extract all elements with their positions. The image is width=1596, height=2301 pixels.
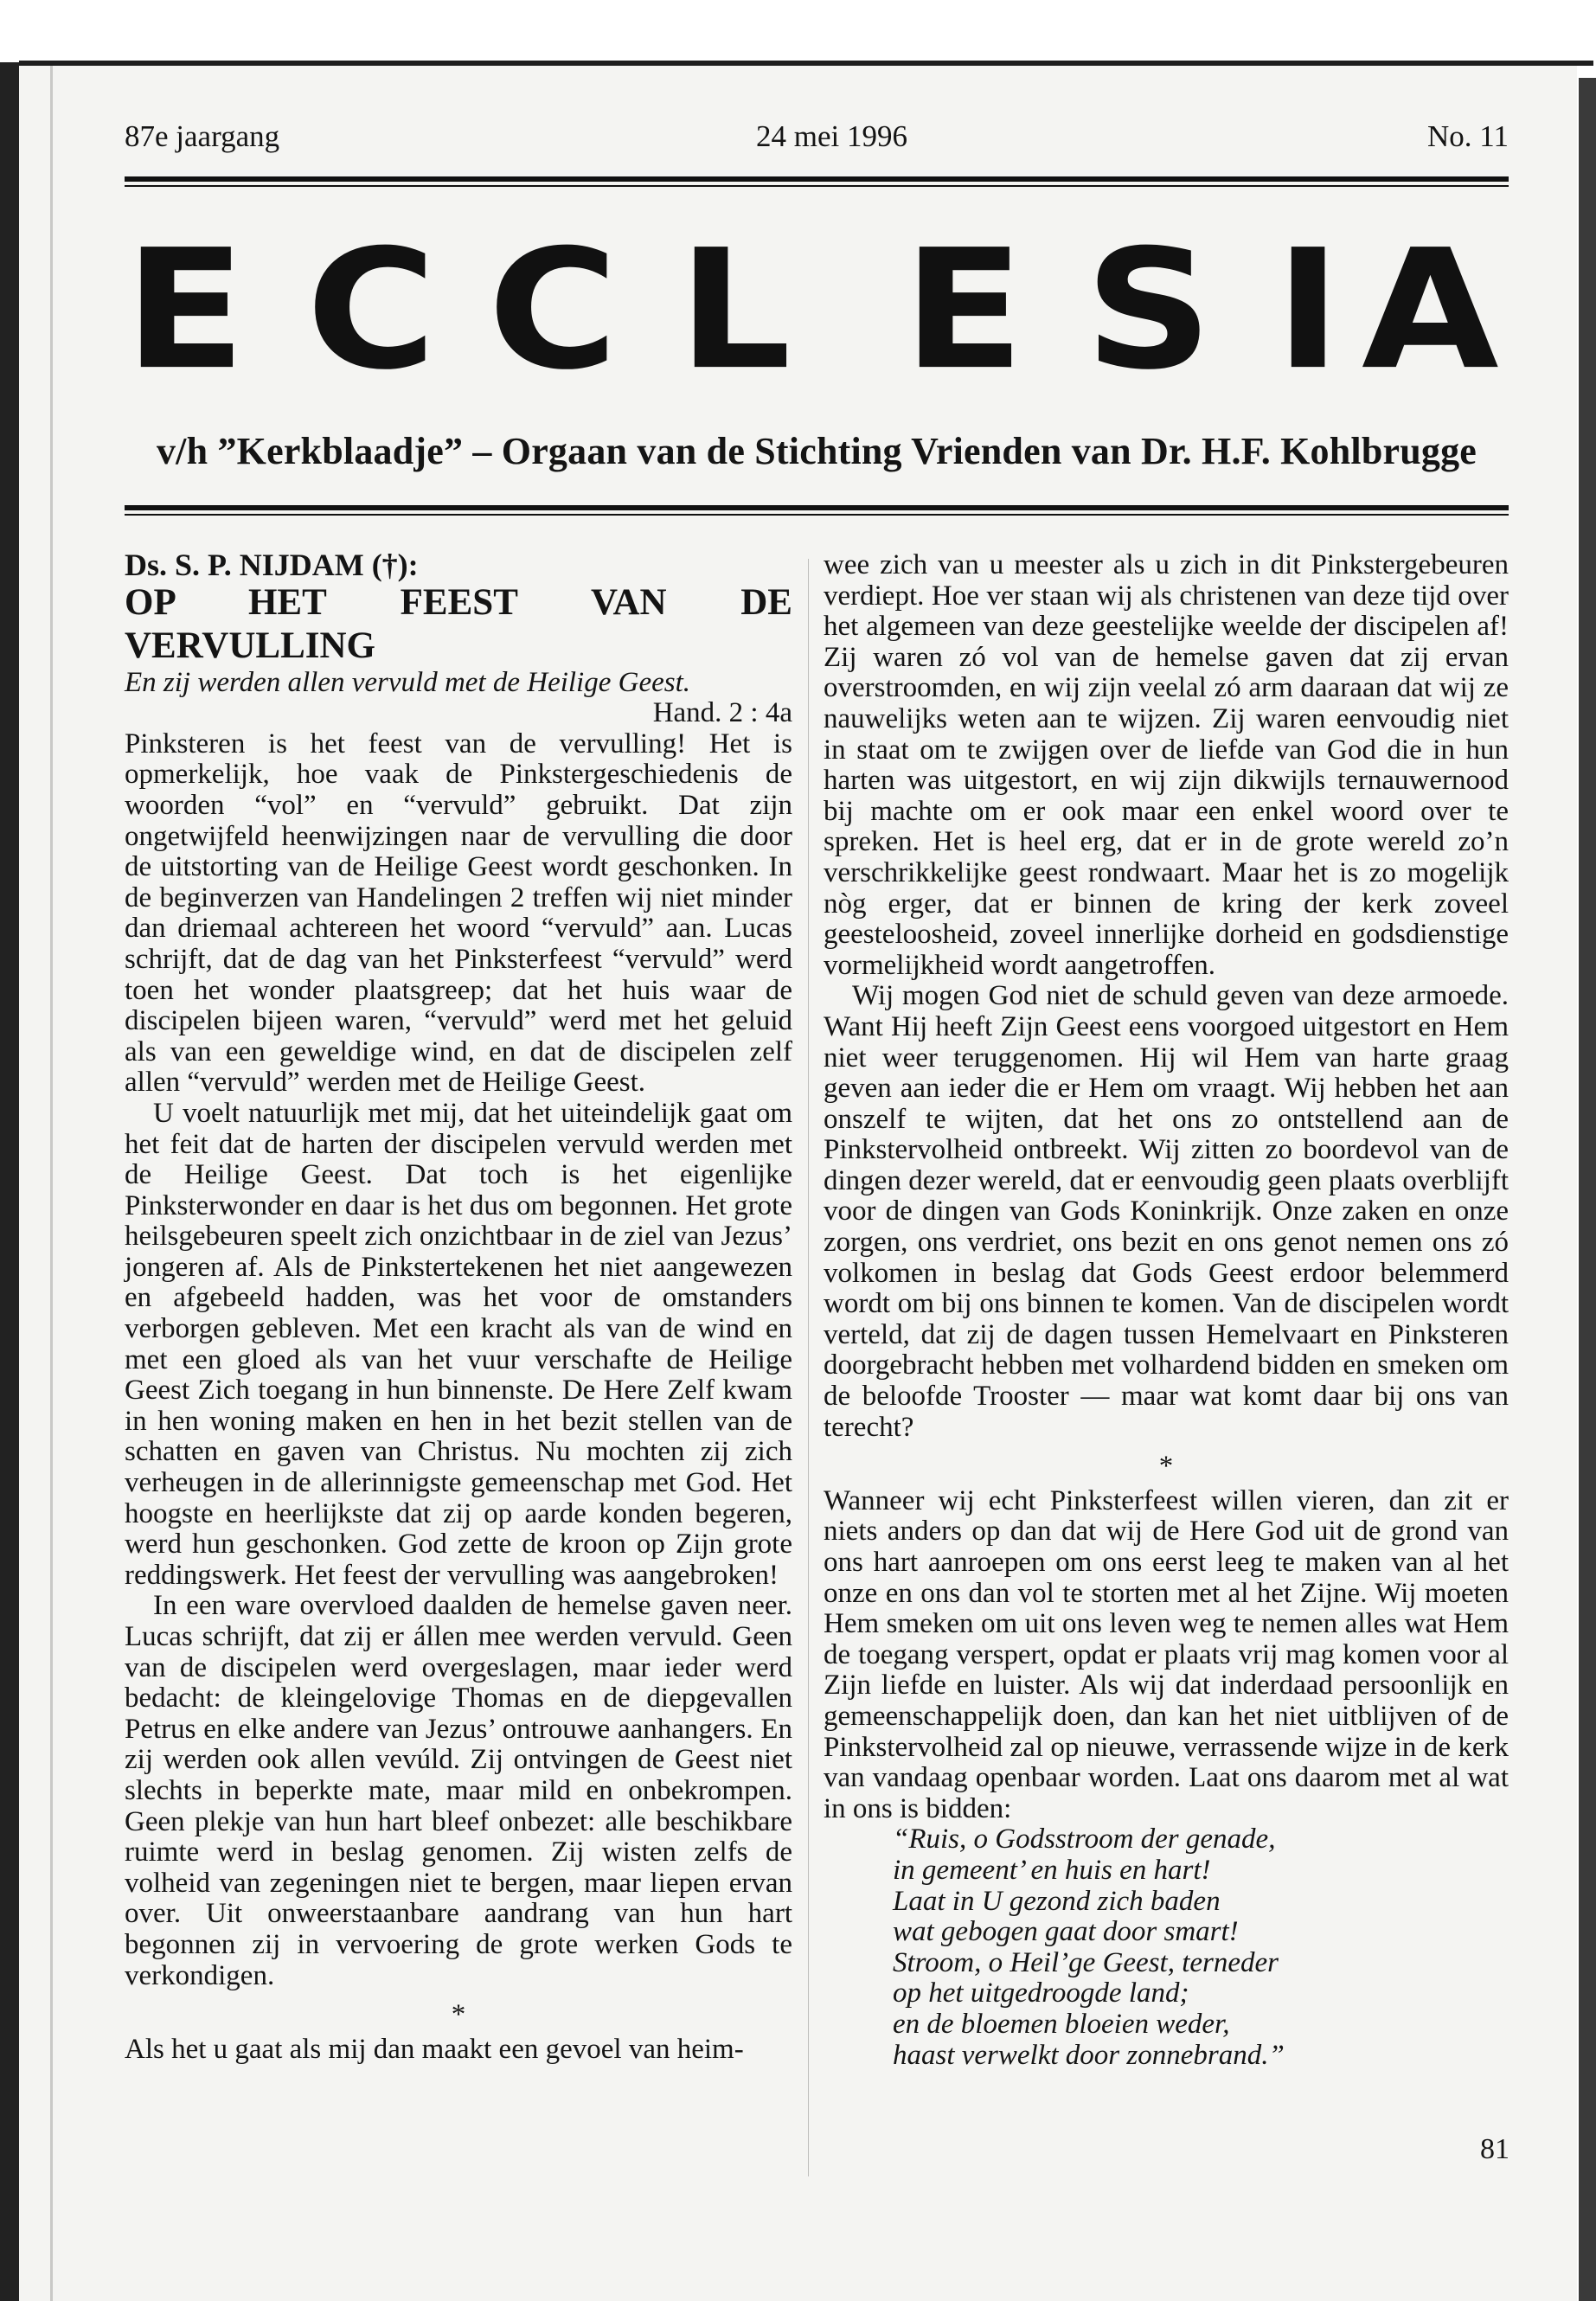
section-separator: *	[451, 1999, 466, 2031]
poem-line: en de bloemen bloeien weder,	[893, 2008, 1230, 2040]
paragraph: U voelt natuurlijk met mij, dat het uiteindelijk gaat om het feit dat de harten der discipelen vervuld werden met de Heilige Geest. Dat toch is het eigenlijke Pinksterwonder en daar is het dus om begonnen. Het grote heilsgebeuren speelt zich onzichtbaar in de ziel van Jezus’ jongeren af. Als de Pinkstertekenen het niet aangewezen en afgebeeld hadden, was het voor de omstanders verborgen gebleven. Met een kracht als van de wind en met een gloed als van het vuur verschafte de Heilige Geest Zich toegang in hun binnenste. De Here Zelf kwam in hen woning maken en hen in het bezit stellen van de schatten en gaven van Christus. Nu mochten zij zich verheugen in de allerinnigste gemeenschap met God. Het hoogste en heerlijkste dat zij op aarde konden begeren, werd hun geschonken. God zette de kroon op Zijn grote reddingswerk. Het feest der vervulling was aangebroken!	[125, 1097, 792, 1591]
masthead-letter: S	[1085, 215, 1213, 407]
header-rule	[125, 176, 1509, 182]
masthead-letter: E	[903, 215, 1025, 407]
paragraph: In een ware overvloed daalden de hemelse gaven neer. Lucas schrijft, dat zij er állen mee werden vervuld. Geen van de discipelen werd overgeslagen, maar ieder werd bedacht: de kleingelovige Thomas en de diepgevallen Petrus en elke andere van Jezus’ ontrouwe aanhangers. En zij werden ook allen vevúld. Zij ontvingen de Geest niet slechts in beperkte mate, maar mild en onbekrompen. Geen plekje van hun hart bleef onbezet: alle beschikbare ruimte werd in beslag genomen. Zij wisten zelfs de volheid van zegeningen niet te bergen, maar liepen ervan over. Uit onweerstaanbare aandrang van hun hart begonnen zij in vervoering de grote werken Gods te verkondigen.	[125, 1590, 792, 1991]
column-divider	[808, 559, 809, 2176]
subtitle-rule	[125, 505, 1509, 510]
masthead-title	[125, 215, 1509, 407]
poem-line: haast verwelkt door zonnebrand.”	[893, 2039, 1285, 2071]
section-separator: *	[1158, 1451, 1174, 1483]
article-left-column	[125, 550, 792, 2065]
masthead-letter: E	[125, 215, 247, 407]
article-motto: En zij werden allen vervuld met de Heilige Geest.	[125, 666, 691, 698]
masthead-letter: A	[1362, 215, 1499, 407]
poem-line: in gemeent’ en huis en hart!	[893, 1854, 1211, 1886]
poem-line: op het uitgedroogde land;	[893, 1977, 1189, 2009]
magazine-page	[19, 66, 1577, 2301]
poem-line: “Ruis, o Godsstroom der genade,	[893, 1823, 1276, 1856]
masthead-subtitle: v/h ”Kerkblaadje” – Orgaan van de Stichting Vrienden van Dr. H.F. Kohlbrugge	[156, 430, 1477, 472]
paragraph: Wij mogen God niet de schuld geven van deze armoede. Want Hij heeft Zijn Geest eens voorgoed uitgestort en Hem niet weer teruggenomen. Hij wil Hem van harte graag geven aan ieder die er Hem om vraagt. Wij hebben het aan onszelf te wijten, dat het ons zo ontstellend aan de Pinkstervolheid ontbreekt. Wij zitten zo boordevol van de dingen dezer wereld, dat er eenvoudig geen plaats overblijft voor de dingen van Gods Koninkrijk. Onze zaken en onze zorgen, ons verdriet, ons bezit en ons genot nemen ons zó volkomen in beslag dat Gods Geest erdoor belemmerd wordt om bij ons binnen te komen. Van de discipelen wordt verteld, dat zij de dagen tussen Hemelvaart en Pinksteren doorgebracht hebben met volhardend bidden en smeken om de beloofde Trooster — maar wat komt daar bij ons van terecht?	[824, 980, 1509, 1443]
book-left-edge	[0, 62, 19, 2301]
masthead-letter: C	[306, 215, 437, 407]
page-number: 81	[1480, 2133, 1509, 2165]
poem-line: wat gebogen gaat door smart!	[893, 1916, 1239, 1948]
paragraph: Als het u gaat als mij dan maakt een gevoel van heim-	[125, 2033, 744, 2065]
running-header	[125, 119, 1509, 163]
poem-line: Laat in U gezond zich baden	[893, 1885, 1221, 1917]
masthead-letter: C	[488, 215, 619, 407]
paragraph: Pinksteren is het feest van de vervulling! Het is opmerkelijk, hoe vaak de Pinkstergeschiedenis de woorden “vol” en “vervuld” gebruikt. Dat zijn ongetwijfeld heenwijzingen naar de vervulling die door de uitstorting van de Heilige Geest wordt geschonken. In de beginverzen van Handelingen 2 treffen wij niet minder dan driemaal achtereen het woord “vervuld” aan. Lucas schrijft, dat de dag van het Pinksterfeest “vervuld” werd toen het wonder plaatsgreep; dat het huis waar de discipelen bijeen waren, “vervuld” werd met het geluid als van een geweldige wind, en dat de discipelen zelf allen “vervuld” werden met de Heilige Geest.	[125, 727, 792, 1099]
subtitle-rule-thin	[125, 514, 1509, 516]
issue-number: No. 11	[1427, 119, 1509, 153]
masthead-letter: L	[678, 215, 792, 407]
hymn-verse	[824, 1824, 1509, 2071]
book-right-edge	[1579, 78, 1596, 2301]
paragraph: wee zich van u meester als u zich in dit Pinkstergebeuren verdiept. Hoe ver staan wij als christenen van deze tijd over het algemeen van deze geestelijke weelde der discipelen af! Zij waren zó vol van de hemelse gaven dat zij ervan overstroomden, en wij zijn veelal zó arm daaraan dat wij ze nauwelijks weten aan te wijzen. Zij waren eenvoudig niet in staat om te zwijgen over de liefde van God die in hun harten was uitgestort, en wij zijn dikwijls ternauwernood bij machte om er ook maar een enkel woord over te spreken. Het is heel erg, dat er in de grote wereld zo’n verschrikkelijke geest rondwaart. Maar het is zo mogelijk nòg erger, dat er binnen de kring der kerk zoveel geesteloosheid, zoveel innerlijke dorheid en godsdienstige vormelijkheid wordt aangetroffen.	[824, 549, 1509, 981]
scan-top-margin	[0, 0, 1596, 62]
poem-line: Stroom, o Heil’ge Geest, terneder	[893, 1946, 1279, 1978]
paragraph: Wanneer wij echt Pinksterfeest willen vieren, dan zit er niets anders op dan dat wij de Here God uit de grond van ons hart aanroepen om ons eerst leeg te maken van al het onze en ons dan vol te storten met al het Zijne. Wij moeten Hem smeken om uit ons leven weg te nemen alles wat Hem de toegang verspert, opdat er plaats vrij mag komen voor al Zijn liefde en luister. Als wij dat inderdaad persoonlijk en gemeenschappelijk doen, dan kan het niet uitblijven of de Pinkstervolheid zal op nieuwe, verrassende wijze in de kerk van vandaag openbaar worden. Laat ons daarom met al wat in ons is bidden:	[824, 1484, 1509, 1824]
volume-label: 87e jaargang	[125, 119, 280, 153]
issue-date: 24 mei 1996	[756, 119, 907, 153]
article-title: OP HET FEEST VAN DE VERVULLING	[125, 581, 792, 666]
header-rule-thin	[125, 185, 1509, 187]
masthead-letter: I	[1275, 215, 1342, 407]
motto-reference: Hand. 2 : 4a	[652, 697, 792, 729]
article-right-column	[824, 550, 1509, 2071]
article-author: Ds. S. P. NIJDAM (†):	[125, 548, 419, 582]
